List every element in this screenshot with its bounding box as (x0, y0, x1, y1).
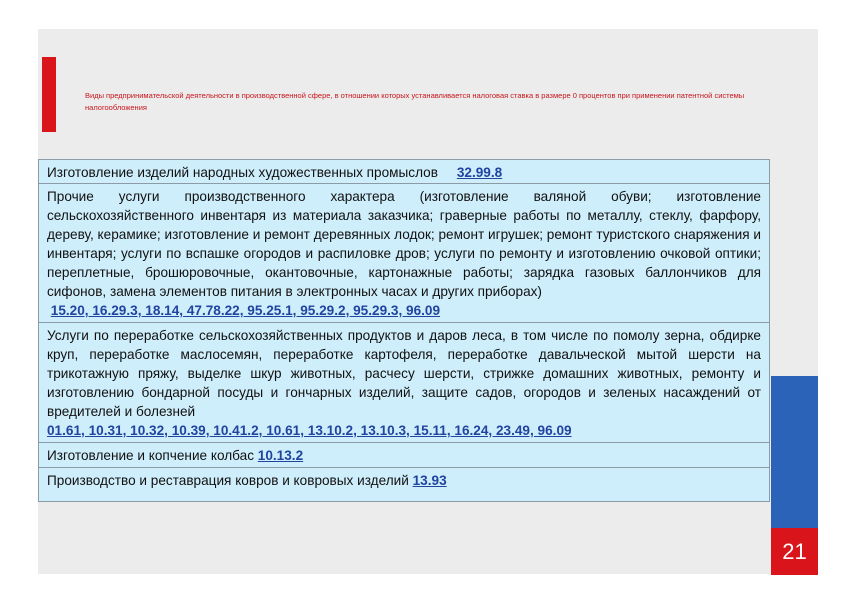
activity-text: Прочие услуги производственного характера (изготовление валяной обуви; изготовление сельскохозяйственного инвентаря из материала заказчика; граверные работы по металлу, стеклу, фарфору, дереву, керамике; изготовление и ремонт деревянных лодок; ремонт игрушек; ремонт туристского снаряжения и инвентаря; услуги по вспашке огородов и распиловке дров; услуги по ремонту и изготовлению очковой оптики; переплетные, брошюровочные, окантовочные, картонажные работы; зарядка газовых баллончиков для сифонов, замена элементов питания в электронных часах и других приборах) (47, 189, 761, 299)
red-accent-bar (42, 57, 56, 132)
okved-codes-link[interactable]: 13.93 (412, 473, 447, 488)
table-row (39, 184, 769, 323)
activity-text: Услуги по переработке сельскохозяйственных продуктов и даров леса, в том числе по помолу зерна, обдирке круп, переработке маслосемян, переработке картофеля, переработке давальческой мытой шерсти на трикотажную пряжу, выделке шкур животных, расчесу шерсти, стрижке домашних животных, ремонту и изготовлению бондарной посуды и гончарных изделий, защите садов, огородов и зеленых насаждений от вредителей и болезней (47, 328, 761, 419)
activity-text: Изготовление и копчение колбас (47, 448, 254, 463)
table-row (39, 323, 769, 443)
activities-table (38, 159, 770, 502)
okved-codes-link[interactable]: 32.99.8 (456, 165, 503, 180)
activity-text: Изготовление изделий народных художественных промыслов (47, 165, 438, 180)
page-number: 21 (782, 539, 807, 564)
table-row (39, 468, 769, 501)
activity-text: Производство и реставрация ковров и ковровых изделий (47, 473, 409, 488)
okved-codes-link[interactable]: 15.20, 16.29.3, 18.14, 47.78.22, 95.25.1, 95.29.2, 95.29.3, 96.09 (50, 303, 441, 318)
slide-title: Виды предпринимательской деятельности в производственной сфере, в отношении которых устанавливается налоговая ставка в размере 0 процентов при применении патентной системы налогообложения (85, 91, 745, 112)
okved-codes-link[interactable]: 10.13.2 (257, 448, 304, 463)
table-row (39, 160, 769, 184)
okved-codes-link[interactable]: 01.61, 10.31, 10.32, 10.39, 10.41.2, 10.61, 13.10.2, 13.10.3, 15.11, 16.24, 23.49, 96.09 (47, 423, 572, 438)
blue-stripe (771, 376, 818, 528)
table-row (39, 443, 769, 468)
